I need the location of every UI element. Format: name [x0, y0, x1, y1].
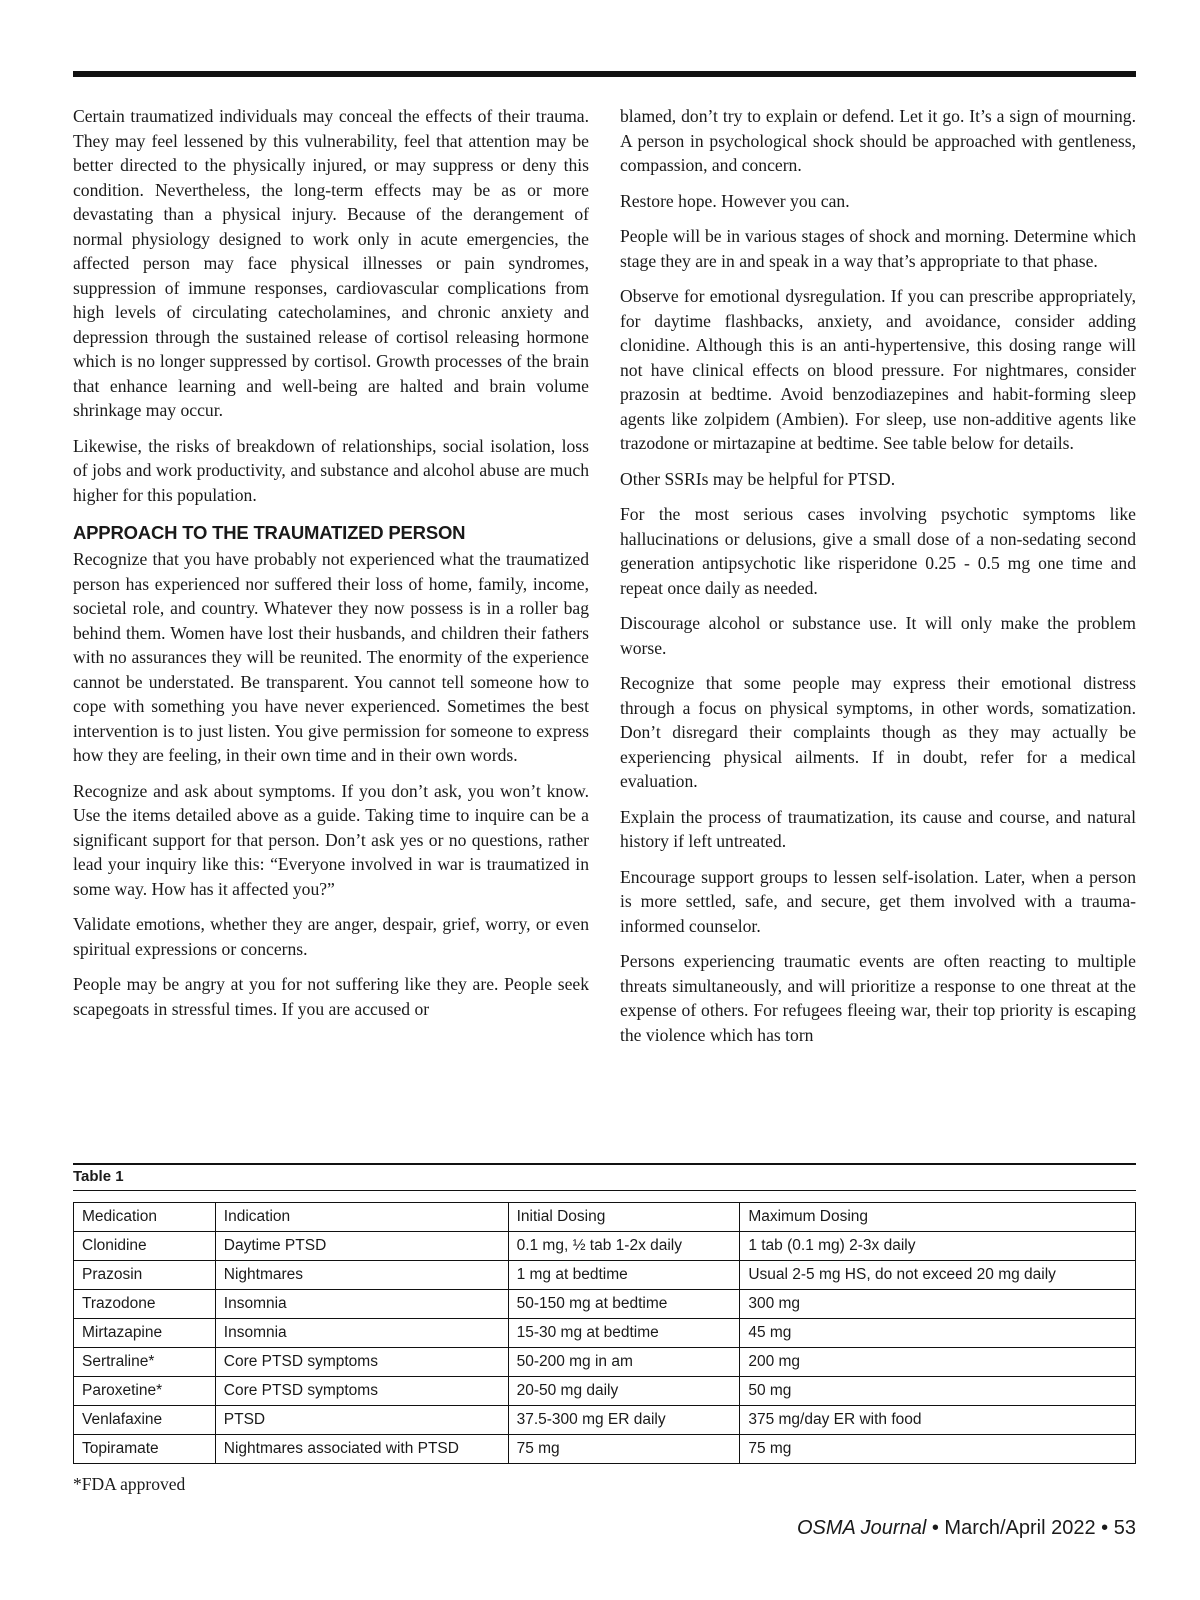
table-cell: 0.1 mg, ½ tab 1-2x daily	[508, 1232, 740, 1261]
right-column	[620, 104, 1136, 1058]
paragraph: For the most serious cases involving psychotic symptoms like hallucinations or delusions, give a small dose of a non-sedating second generation antipsychotic like risperidone 0.25 - 0.5 mg one time and repeat once daily as needed.	[620, 504, 1136, 598]
table-row	[74, 1377, 1136, 1406]
paragraph: People will be in various stages of shock and morning. Determine which stage they are in and speak in a way that’s appropriate to that phase.	[620, 226, 1136, 271]
table-cell: 200 mg	[740, 1348, 1136, 1377]
table-cell: 20-50 mg daily	[508, 1377, 740, 1406]
table-caption-rule	[73, 1190, 1136, 1191]
table-row	[74, 1261, 1136, 1290]
table-top-rule	[73, 1163, 1136, 1165]
paragraph: Explain the process of traumatization, its cause and course, and natural history if left untreated.	[620, 806, 1136, 851]
table-cell: Core PTSD symptoms	[215, 1348, 508, 1377]
table-cell: 375 mg/day ER with food	[740, 1406, 1136, 1435]
table-caption: Table 1	[73, 1168, 124, 1185]
table-cell: Insomnia	[215, 1319, 508, 1348]
table-cell: Topiramate	[74, 1435, 216, 1464]
table-cell: Mirtazapine	[74, 1319, 216, 1348]
table-cell: Insomnia	[215, 1290, 508, 1319]
paragraph: blamed, don’t try to explain or defend. Let it go. It’s a sign of mourning. A person in psychological shock should be approached with gentleness, compassion, and concern.	[620, 106, 1136, 175]
table-row	[74, 1290, 1136, 1319]
table-header-row	[74, 1203, 1136, 1232]
top-rule	[73, 71, 1136, 77]
paragraph: Restore hope. However you can.	[620, 190, 850, 211]
paragraph: Discourage alcohol or substance use. It will only make the problem worse.	[620, 613, 1136, 658]
table-cell: Paroxetine*	[74, 1377, 216, 1406]
table-cell: PTSD	[215, 1406, 508, 1435]
table-cell: Venlafaxine	[74, 1406, 216, 1435]
table-cell: 50 mg	[740, 1377, 1136, 1406]
table-header-cell: Indication	[215, 1203, 508, 1232]
table-cell: Clonidine	[74, 1232, 216, 1261]
dosing-table	[73, 1202, 1136, 1464]
paragraph: Other SSRIs may be helpful for PTSD.	[620, 468, 896, 489]
table-row	[74, 1319, 1136, 1348]
page-footer	[797, 1517, 1136, 1540]
issue-date: March/April 2022	[944, 1517, 1096, 1539]
table-cell: Core PTSD symptoms	[215, 1377, 508, 1406]
table-cell: 1 mg at bedtime	[508, 1261, 740, 1290]
table-row	[74, 1348, 1136, 1377]
table-header-cell: Maximum Dosing	[740, 1203, 1136, 1232]
table-cell: Trazodone	[74, 1290, 216, 1319]
table-cell: 50-150 mg at bedtime	[508, 1290, 740, 1319]
paragraph: Recognize and ask about symptoms. If you don’t ask, you won’t know. Use the items detailed above as a guide. Taking time to inquire can be a significant support for that person. Don’t ask yes or no questions, rather lead your inquiry like this: “Everyone involved in war is traumatized in some way. How has it affected you?”	[73, 780, 589, 899]
paragraph: Persons experiencing traumatic events are often reacting to multiple threats simultaneously, and will prioritize a response to one threat at the expense of others. For refugees fleeing war, their top priority is escaping the violence which has torn	[620, 951, 1136, 1045]
table-cell: 45 mg	[740, 1319, 1136, 1348]
table-cell: 75 mg	[508, 1435, 740, 1464]
paragraph: Encourage support groups to lessen self-isolation. Later, when a person is more settled, safe, and secure, get them involved with a trauma-informed counselor.	[620, 866, 1136, 936]
paragraph: Likewise, the risks of breakdown of relationships, social isolation, loss of jobs and work productivity, and substance and alcohol abuse are much higher for this population.	[73, 435, 589, 505]
page-number: 53	[1113, 1517, 1136, 1539]
table-row	[74, 1232, 1136, 1261]
paragraph: People may be angry at you for not suffering like they are. People seek scapegoats in stressful times. If you are accused or	[73, 974, 589, 1019]
table-footnote: *FDA approved	[73, 1474, 186, 1494]
table-header-cell: Initial Dosing	[508, 1203, 740, 1232]
section-heading: APPROACH TO THE TRAUMATIZED PERSON	[73, 522, 466, 543]
table-cell: Daytime PTSD	[215, 1232, 508, 1261]
table-cell: 37.5-300 mg ER daily	[508, 1406, 740, 1435]
table-cell: Usual 2-5 mg HS, do not exceed 20 mg daily	[740, 1261, 1136, 1290]
table-cell: 50-200 mg in am	[508, 1348, 740, 1377]
table-row	[74, 1435, 1136, 1464]
paragraph: Observe for emotional dysregulation. If you can prescribe appropriately, for daytime flashbacks, anxiety, and avoidance, consider adding clonidine. Although this is an anti-hypertensive, this dosing range will not have clinical effects on blood pressure. For nightmares, consider prazosin at bedtime. Avoid benzodiazepines and habit-forming sleep agents like zolpidem (Ambien). For sleep, use non-additive agents like trazodone or mirtazapine at bedtime. See table below for details.	[620, 286, 1136, 453]
paragraph: Certain traumatized individuals may conceal the effects of their trauma. They may feel lessened by this vulnerability, feel that attention may be better directed to the physically injured, or may suppress or deny this condition. Nevertheless, the long-term effects may be as or more devastating than a physical injury. Because of the derangement of normal physiology designed to work only in acute emergencies, the affected person may face physical illnesses or pain syndromes, suppression of immune responses, cardiovascular complications from high levels of circulating catecholamines, and chronic anxiety and depression through the sustained release of cortisol releasing hormone which is no longer suppressed by cortisol. Growth processes of the brain that enhance learning and well-being are halted and brain volume shrinkage may occur.	[73, 106, 589, 420]
table-cell: Nightmares associated with PTSD	[215, 1435, 508, 1464]
table-header-cell: Medication	[74, 1203, 216, 1232]
paragraph: Recognize that you have probably not experienced what the traumatized person has experienced nor suffered their loss of home, family, income, societal role, and country. Whatever they now possess is in a roller bag behind them. Women have lost their husbands, and children their fathers with no assurances they will be reunited. The enormity of the experience cannot be understated. Be transparent. You cannot tell someone how to cope with something you have never experienced. Sometimes the best intervention is to just listen. You give permission for someone to express how they are feeling, in their own time and in their own words.	[73, 549, 589, 765]
journal-name: OSMA Journal	[796, 1517, 927, 1539]
left-column	[73, 104, 589, 1032]
table-cell: Prazosin	[74, 1261, 216, 1290]
table-cell: 1 tab (0.1 mg) 2-3x daily	[740, 1232, 1136, 1261]
paragraph: Recognize that some people may express their emotional distress through a focus on physical symptoms, in other words, somatization. Don’t disregard their complaints though as they may actually be experiencing physical ailments. If in doubt, refer for a medical evaluation.	[620, 673, 1136, 791]
table-cell: 15-30 mg at bedtime	[508, 1319, 740, 1348]
footer-separator: •	[931, 1517, 939, 1539]
footer-separator: •	[1101, 1517, 1109, 1539]
paragraph: Validate emotions, whether they are anger, despair, grief, worry, or even spiritual expressions or concerns.	[73, 914, 589, 959]
table-cell: 300 mg	[740, 1290, 1136, 1319]
table-cell: 75 mg	[740, 1435, 1136, 1464]
table-row	[74, 1406, 1136, 1435]
table-cell: Sertraline*	[74, 1348, 216, 1377]
table-cell: Nightmares	[215, 1261, 508, 1290]
